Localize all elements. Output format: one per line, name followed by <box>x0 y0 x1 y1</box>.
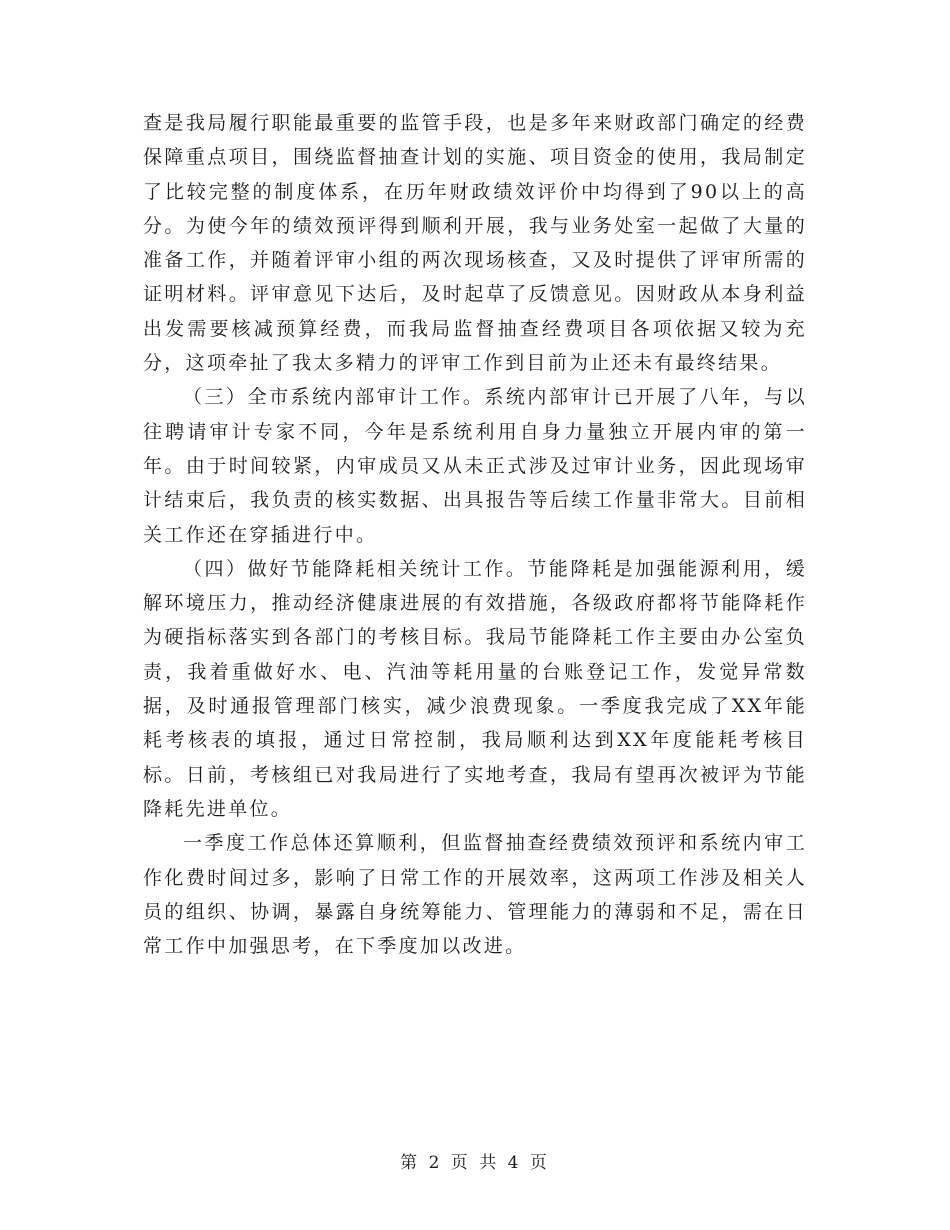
page-number-footer: 第 2 页 共 4 页 <box>400 1153 550 1173</box>
paragraph-continuation: 查是我局履行职能最重要的监管手段，也是多年来财政部门确定的经费保障重点项目，围绕监督抽查计划的实施、项目资金的使用，我局制定了比较完整的制度体系，在历年财政绩效评价中均得到了90以上的高分。为使今年的绩效预评得到顺利开展，我与业务处室一起做了大量的准备工作，并随着评审小组的两次现场核查，又及时提供了评审所需的证明材料。评审意见下达后，及时起草了反馈意见。因财政从本身利益出发需要核减预算经费，而我局监督抽查经费项目各项依据又较为充分，这项牵扯了我太多精力的评审工作到目前为止还未有最终结果。 <box>143 112 807 375</box>
paragraph-summary: 一季度工作总体还算顺利，但监督抽查经费绩效预评和系统内审工作化费时间过多，影响了日常工作的开展效率，这两项工作涉及相关人员的组织、协调，暴露自身统筹能力、管理能力的薄弱和不足，需在日常工作中加强思考，在下季度加以改进。 <box>143 832 807 958</box>
paragraph-energy-saving: （四）做好节能降耗相关统计工作。节能降耗是加强能源利用，缓解环境压力，推动经济健康进展的有效措施，各级政府都将节能降耗作为硬指标落实到各部门的考核目标。我局节能降耗工作主要由办公室负责，我着重做好水、电、汽油等耗用量的台账登记工作，发觉异常数据，及时通报管理部门核实，减少浪费现象。一季度我完成了XX年能耗考核表的填报，通过日常控制，我局顺利达到XX年度能耗考核目标。日前，考核组已对我局进行了实地考查，我局有望再次被评为节能降耗先进单位。 <box>143 557 807 820</box>
paragraph-internal-audit: （三）全市系统内部审计工作。系统内部审计已开展了八年，与以往聘请审计专家不同，今年是系统利用自身力量独立开展内审的第一年。由于时间较紧，内审成员又从未正式涉及过审计业务，因此现场审计结束后，我负责的核实数据、出具报告等后续工作量非常大。目前相关工作还在穿插进行中。 <box>143 386 807 546</box>
body-text <box>143 106 807 963</box>
